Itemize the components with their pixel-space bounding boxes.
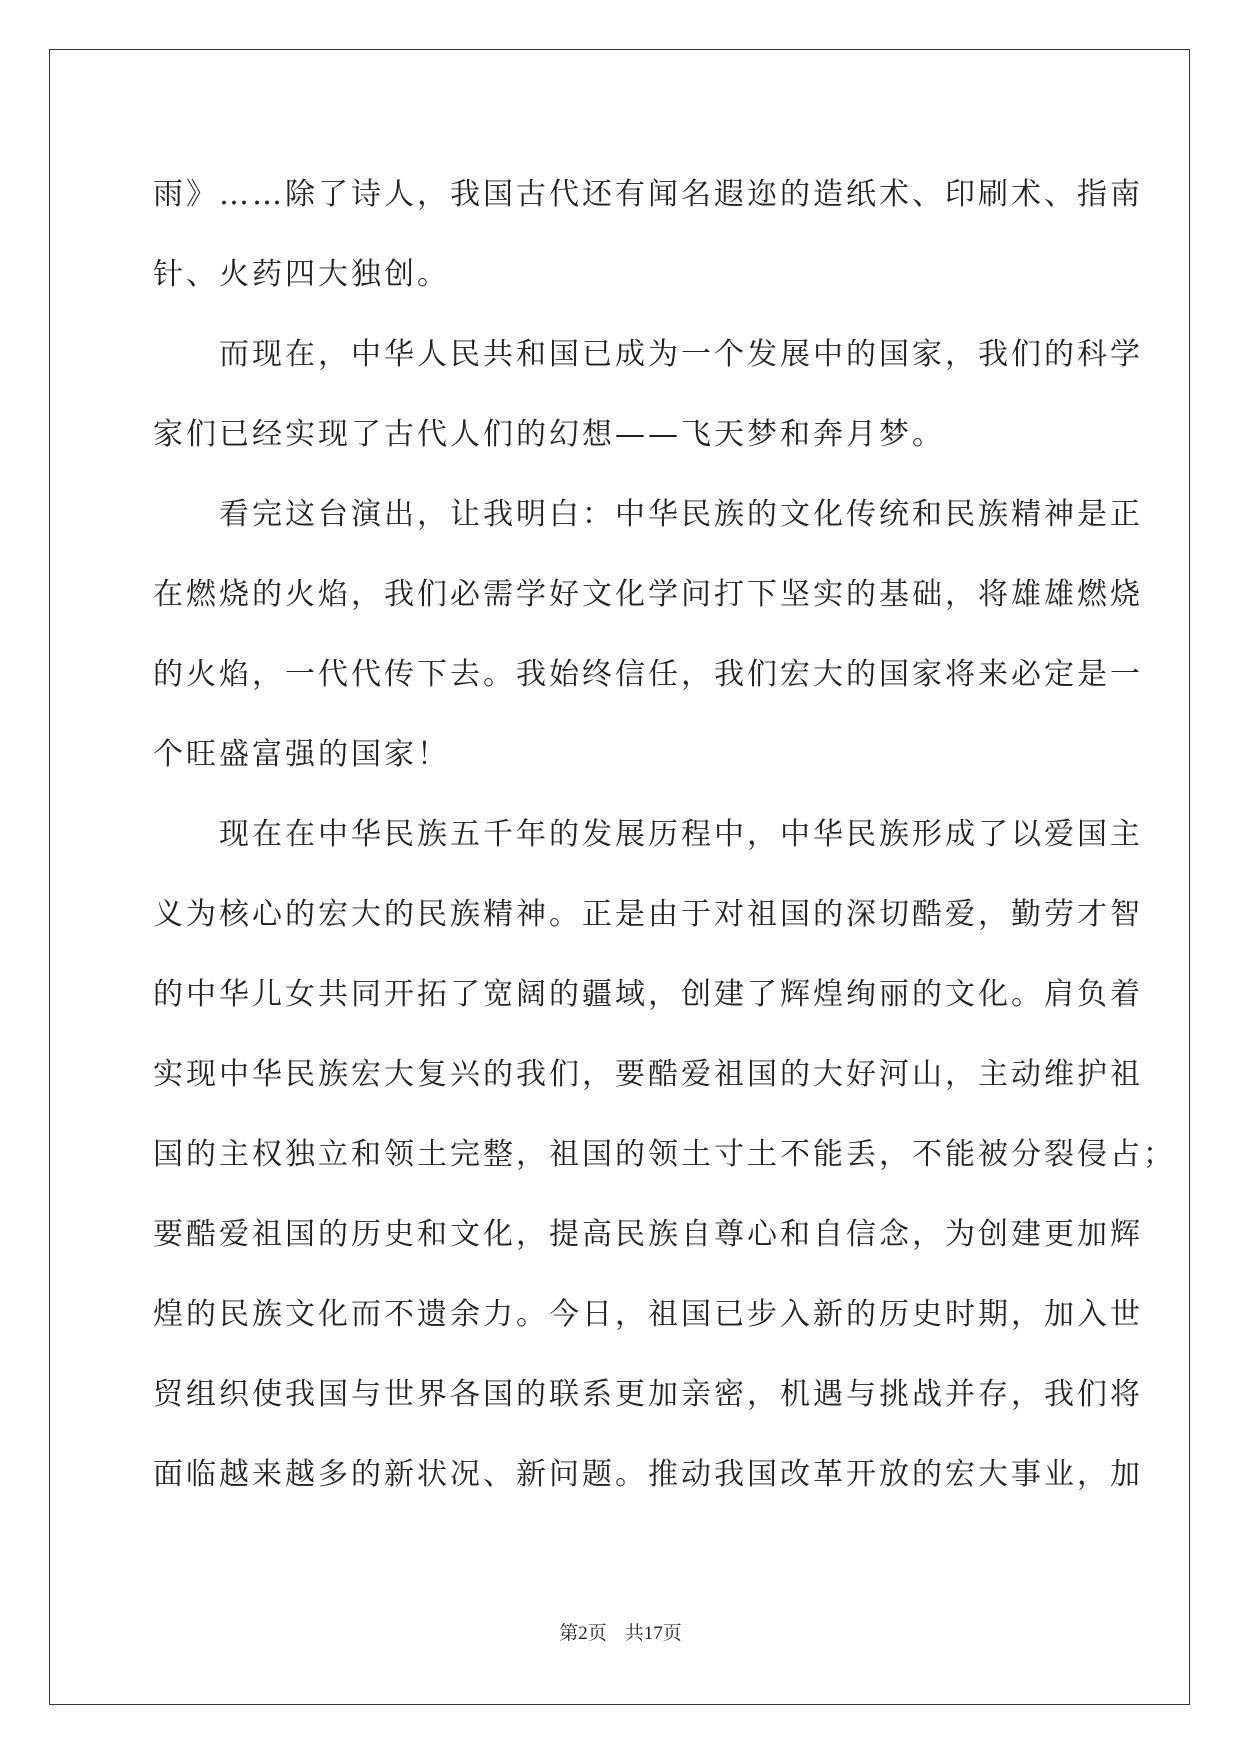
page-footer xyxy=(0,1618,1241,1645)
text-line: 义为核心的宏大的民族精神。正是由于对祖国的深切酷爱，勤劳才智 xyxy=(153,897,1143,932)
text-line: 的火焰，一代代传下去。我始终信任，我们宏大的国家将来必定是一 xyxy=(153,657,1143,692)
text-line: 现在在中华民族五千年的发展历程中，中华民族形成了以爱国主 xyxy=(153,817,1143,852)
text-line: 煌的民族文化而不遗余力。今日，祖国已步入新的历史时期，加入世 xyxy=(153,1297,1143,1332)
text-line: 针、火药四大独创。 xyxy=(153,257,450,292)
page-number-total: 共17页 xyxy=(624,1623,682,1644)
text-line: 家们已经实现了古代人们的幻想——飞天梦和奔月梦。 xyxy=(153,417,945,452)
text-line: 在燃烧的火焰，我们必需学好文化学问打下坚实的基础，将雄雄燃烧 xyxy=(153,577,1143,612)
text-line: 实现中华民族宏大复兴的我们，要酷爱祖国的大好河山，主动维护祖 xyxy=(153,1057,1143,1092)
text-line: 国的主权独立和领土完整，祖国的领土寸土不能丢，不能被分裂侵占； xyxy=(153,1137,1176,1172)
text-line: 要酷爱祖国的历史和文化，提高民族自尊心和自信念，为创建更加辉 xyxy=(153,1217,1143,1252)
text-line: 看完这台演出，让我明白：中华民族的文化传统和民族精神是正 xyxy=(153,497,1143,532)
page-number-current: 第2页 xyxy=(559,1623,607,1644)
text-line: 的中华儿女共同开拓了宽阔的疆域，创建了辉煌绚丽的文化。肩负着 xyxy=(153,977,1143,1012)
text-line: 面临越来越多的新状况、新问题。推动我国改革开放的宏大事业，加 xyxy=(153,1457,1143,1492)
text-line: 雨》……除了诗人，我国古代还有闻名遐迩的造纸术、印刷术、指南 xyxy=(153,177,1143,212)
text-line: 个旺盛富强的国家！ xyxy=(153,737,450,772)
text-line: 贸组织使我国与世界各国的联系更加亲密，机遇与挑战并存，我们将 xyxy=(153,1377,1143,1412)
text-line: 而现在，中华人民共和国已成为一个发展中的国家，我们的科学 xyxy=(153,337,1143,372)
document-body xyxy=(153,155,1176,1515)
